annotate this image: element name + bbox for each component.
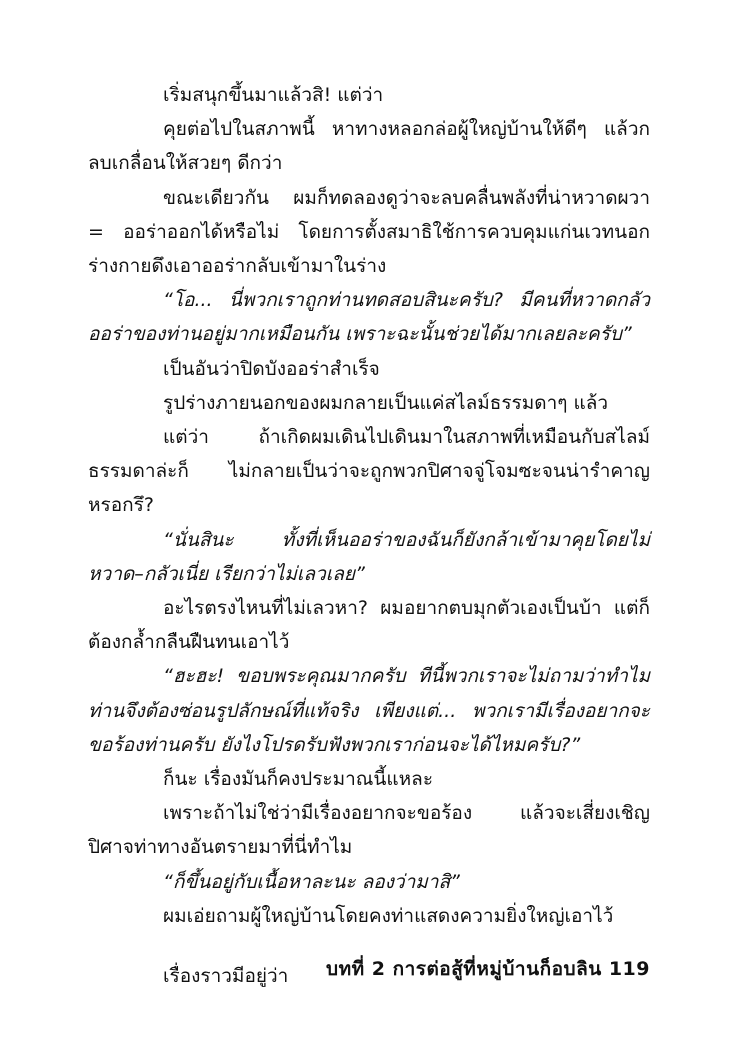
paragraph: อะไรตรงไหนที่ไม่เลวหา? ผมอยากตบมุกตัวเองเป็นบ้า แต่ก็ต้องกล้ำกลืนฝืนทนเอาไว้ [88, 597, 650, 654]
dialogue-paragraph: “ก็ขึ้นอยู่กับเนื้อหาละนะ ลองว่ามาสิ” [163, 870, 460, 893]
paragraph: เพราะถ้าไม่ใช่ว่ามีเรื่องอยากจะขอร้อง แล้วจะเสี่ยงเชิญปิศาจท่าทางอันตรายมาที่นี่ทำไม [88, 802, 650, 859]
paragraph: แต่ว่า ถ้าเกิดผมเดินไปเดินมาในสภาพที่เหมือนกับสไลม์ธรรมดาล่ะก็ ไม่กลายเป็นว่าจะถูกพวกปิศาจจู่โจมซะจนน่ารำคาญหรอกรึ? [88, 426, 650, 517]
paragraph: ก็นะ เรื่องมันก็คงประมาณนี้แหละ [163, 768, 434, 791]
paragraph: เป็นอันว่าปิดบังออร่าสำเร็จ [163, 357, 380, 380]
dialogue-paragraph: “นั่นสินะ ทั้งที่เห็นออร่าของฉันก็ยังกล้าเข้ามาคุยโดยไม่หวาด–กลัวเนี่ย เรียกว่าไม่เลวเลย” [88, 528, 650, 585]
body-text [88, 78, 650, 993]
paragraph: เริ่มสนุกขึ้นมาแล้วสิ! แต่ว่า [163, 84, 384, 106]
paragraph: ผมเอ่ยถามผู้ใหญ่บ้านโดยคงท่าแสดงความยิ่งใหญ่เอาไว้ [163, 904, 614, 927]
paragraph: คุยต่อไปในสภาพนี้ หาทางหลอกล่อผู้ใหญ่บ้านให้ดีๆ แล้วกลบเกลื่อนให้สวยๆ ดีกว่า [88, 118, 650, 175]
dialogue-paragraph: “ฮะฮะ! ขอบพระคุณมากครับ ทีนี้พวกเราจะไม่ถามว่าทำไมท่านจึงต้องซ่อนรูปลักษณ์ที่แท้จริง เพียงแต่... พวกเรามีเรื่องอยากจะขอร้องท่านครับ ยังไงโปรดรับฟังพวกเราก่อนจะได้ไหมครับ?” [88, 665, 650, 756]
paragraph: ขณะเดียวกัน ผมก็ทดลองดูว่าจะลบคลื่นพลังที่น่าหวาดผวา = ออร่าออกได้หรือไม่ โดยการตั้งสมาธิใช้การควบคุมแก่นเวทนอกร่างกายดึงเอาออร่ากลับเข้ามาในร่าง [88, 186, 650, 278]
dialogue-paragraph: “โอ... นี่พวกเราถูกท่านทดสอบสินะครับ? มีคนที่หวาดกลัวออร่าของท่านอยู่มากเหมือนกัน เพราะฉะนั้นช่วยได้มากเลยละครับ” [88, 289, 650, 346]
page-number: 119 [608, 958, 650, 980]
paragraph: เรื่องราวมีอยู่ว่า [163, 965, 289, 988]
page-footer [326, 954, 650, 984]
paragraph: รูปร่างภายนอกของผมกลายเป็นแค่สไลม์ธรรมดาๆ แล้ว [163, 391, 609, 414]
chapter-title: บทที่ 2 การต่อสู้ที่หมู่บ้านก็อบลิน [326, 958, 602, 980]
